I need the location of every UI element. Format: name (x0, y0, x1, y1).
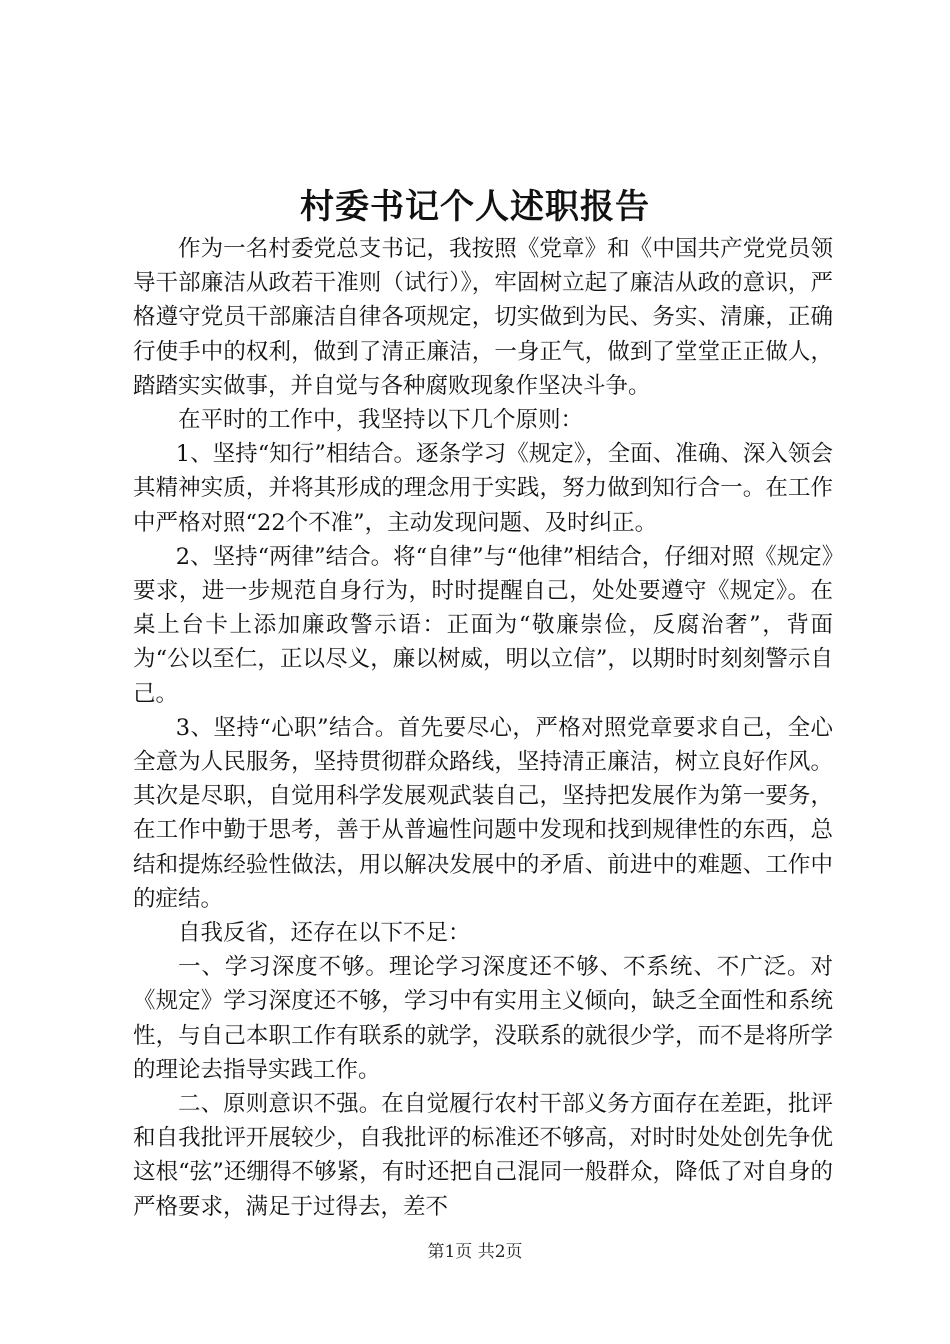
paragraph-principle-3: 3、坚持“心职”结合。首先要尽心，严格对照党章要求自己，全心全意为人民服务，坚持贯彻群众路线，坚持清正廉洁，树立良好作风。其次是尽职，自觉用科学发展观武装自己，坚持把发展作为第一要务，在工作中勤于思考，善于从普遍性问题中发现和找到规律性的东西，总结和提炼经验性做法，用以解决发展中的矛盾、前进中的难题、工作中的症结。 (133, 714, 833, 912)
paragraph-principles-lead: 在平时的工作中，我坚持以下几个原则： (178, 407, 584, 434)
document-body (133, 232, 833, 1224)
paragraph-principle-2: 2、坚持“两律”结合。将“自律”与“他律”相结合，仔细对照《规定》要求，进一步规范自身行为，时时提醒自己，处处要遵守《规定》。在桌上台卡上添加廉政警示语：正面为“敬廉崇俭，反腐治奢”，背面为“公以至仁，正以尽义，廉以树威，明以立信”，以期时时刻刻警示自己。 (133, 543, 833, 707)
paragraph-intro: 作为一名村委党总支书记，我按照《党章》和《中国共产党党员领导干部廉洁从政若干准则（试行）》，牢固树立起了廉洁从政的意识，严格遵守党员干部廉洁自律各项规定，切实做到为民、务实、清廉，正确行使手中的权利，做到了清正廉洁，一身正气，做到了堂堂正正做人，踏踏实实做事，并自觉与各种腐败现象作坚决斗争。 (133, 236, 833, 399)
paragraph-shortcoming-2: 二、原则意识不强。在自觉履行农村干部义务方面存在差距，批评和自我批评开展较少，自我批评的标准还不够高，对时时处处创先争优这根“弦”还绷得不够紧，有时还把自己混同一般群众，降低了对自身的严格要求，满足于过得去，差不 (133, 1091, 833, 1220)
paragraph-shortcoming-1: 一、学习深度不够。理论学习深度还不够、不系统、不广泛。对《规定》学习深度还不够，学习中有实用主义倾向，缺乏全面性和系统性，与自己本职工作有联系的就学，没联系的就很少学，而不是将所学的理论去指导实践工作。 (133, 954, 833, 1083)
document-title: 村委书记个人述职报告 (300, 187, 650, 227)
paragraph-principle-1: 1、坚持“知行”相结合。逐条学习《规定》，全面、准确、深入领会其精神实质，并将其形成的理念用于实践，努力做到知行合一。在工作中严格对照“22个不准”，主动发现问题、及时纠正。 (133, 441, 833, 536)
paragraph-shortcomings-lead: 自我反省，还存在以下不足： (178, 920, 471, 947)
page-footer: 第1页 共2页 (427, 1242, 523, 1262)
